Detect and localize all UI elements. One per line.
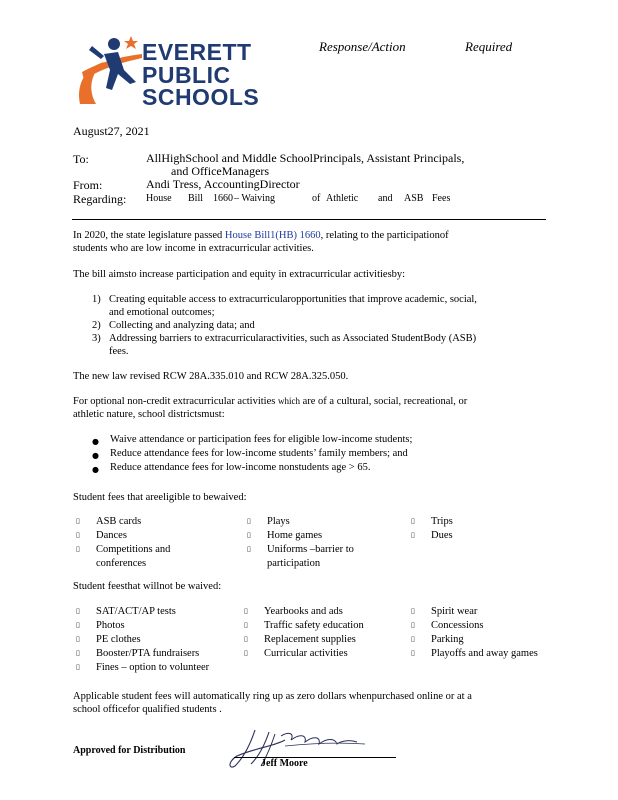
waived-heading: Student fees that areeligible to bewaived:	[73, 492, 247, 503]
regarding-word: of	[312, 193, 321, 204]
from-label: From:	[73, 178, 103, 192]
checkbox-icon: ▯	[247, 545, 251, 553]
list-item-text: Uniforms –barrier to	[267, 544, 354, 555]
bullet-dot-icon: ●	[92, 465, 99, 474]
optional-which: which	[277, 396, 300, 406]
item-text: Creating equitable access to extracurricularopportunities that improve academic, social,	[109, 294, 477, 305]
closing-paragraph	[73, 690, 553, 716]
optional-text-a: For optional non-credit extracurricular activities	[73, 396, 276, 407]
intro-text-line2: students who are low income in extracurricular activities.	[73, 243, 314, 254]
item-text: Addressing barriers to extracurricularactivities, such as Associated StudentBody (ASB)	[109, 333, 477, 344]
list-item-cont	[76, 557, 236, 571]
list-item-text: Fines – option to volunteer	[96, 662, 210, 673]
optional-text-b: are of a cultural, social, recreational, or	[299, 396, 468, 407]
list-item	[76, 529, 236, 543]
approval-label: Approved for Distribution	[73, 745, 186, 756]
bullet-text: Reduce attendance fees for low-income students’ family members; and	[110, 448, 408, 459]
checkbox-icon: ▯	[76, 545, 80, 553]
bullet-dot-icon: ●	[92, 451, 99, 460]
checkbox-icon: ▯	[247, 531, 251, 539]
response-action-label: Response/Action	[319, 39, 406, 54]
numbered-item	[92, 319, 552, 332]
runner-logo-icon	[74, 34, 144, 112]
item-text: Collecting and analyzing data; and	[109, 320, 255, 331]
checkbox-icon: ▯	[411, 649, 415, 657]
checkbox-icon: ▯	[411, 635, 415, 643]
numbered-item	[92, 293, 552, 319]
header-divider	[72, 219, 546, 220]
item-text-cont: and emotional outcomes;	[109, 307, 215, 318]
list-item-text: Curricular activities	[264, 648, 348, 659]
checkbox-icon: ▯	[76, 635, 80, 643]
regarding-word: Athletic	[326, 193, 359, 204]
optional-paragraph	[73, 395, 553, 421]
list-item-text: Photos	[96, 620, 125, 631]
waived-col-2	[247, 515, 407, 571]
waived-col-3	[411, 515, 551, 543]
list-item-text: Dues	[431, 530, 453, 541]
to-label: To:	[73, 152, 89, 166]
checkbox-icon: ▯	[244, 635, 248, 643]
required-label: Required	[465, 39, 513, 54]
checkbox-icon: ▯	[411, 607, 415, 615]
regarding-label: Regarding:	[73, 192, 127, 206]
list-item-text: Plays	[267, 516, 290, 527]
bullet-item	[92, 461, 552, 475]
regarding-word: 1660	[213, 193, 233, 204]
list-item	[411, 647, 561, 661]
list-item	[76, 633, 241, 647]
checkbox-icon: ▯	[244, 649, 248, 657]
list-item	[244, 647, 409, 661]
item-number: 2)	[92, 320, 101, 331]
list-item-text: conferences	[96, 558, 147, 569]
bullet-list	[92, 433, 552, 475]
list-item	[76, 605, 241, 619]
item-number: 3)	[92, 333, 101, 344]
closing-line-1: Applicable student fees will automatically ring up as zero dollars whenpurchased online or at a	[73, 691, 472, 702]
not-waived-col-3	[411, 605, 561, 661]
list-item-text: Spirit wear	[431, 606, 478, 617]
checkbox-icon: ▯	[76, 607, 80, 615]
list-item	[76, 543, 236, 557]
list-item	[411, 529, 551, 543]
list-item-text: Yearbooks and ads	[264, 606, 343, 617]
signature-line	[234, 757, 396, 758]
list-item	[411, 619, 561, 633]
list-item	[76, 661, 241, 675]
from-value: Andi Tress, AccountingDirector	[146, 177, 300, 191]
checkbox-icon: ▯	[76, 663, 80, 671]
checkbox-icon: ▯	[76, 649, 80, 657]
checkbox-icon: ▯	[244, 621, 248, 629]
list-item	[411, 515, 551, 529]
bullet-dot-icon: ●	[92, 437, 99, 446]
waived-col-1	[76, 515, 236, 571]
list-item-text: Trips	[431, 516, 453, 527]
checkbox-icon: ▯	[76, 517, 80, 525]
district-logo	[74, 34, 260, 112]
checkbox-icon: ▯	[411, 621, 415, 629]
list-item-text: Home games	[267, 530, 323, 541]
list-item	[411, 633, 561, 647]
intro-text-a: In 2020, the state legislature passed	[73, 230, 225, 241]
not-waived-heading: Student feesthat willnot be waived:	[73, 581, 222, 592]
regarding-word: – Waiving	[234, 193, 275, 204]
list-item-text: Replacement supplies	[264, 634, 356, 645]
to-value-line-1: AllHighSchool and Middle SchoolPrincipals, Assistant Principals,	[146, 151, 465, 165]
list-item-text: Traffic safety education	[264, 620, 364, 631]
item-number: 1)	[92, 294, 101, 305]
intro-paragraph	[73, 229, 553, 255]
regarding-word: ASB	[404, 193, 424, 204]
list-item-text: Booster/PTA fundraisers	[96, 648, 200, 659]
checkbox-icon: ▯	[411, 531, 415, 539]
list-item-text: Parking	[431, 634, 464, 645]
checkbox-icon: ▯	[244, 607, 248, 615]
logo-line-3: SCHOOLS	[142, 84, 260, 110]
list-item-text: Playoffs and away games	[431, 648, 538, 659]
checkbox-icon: ▯	[76, 531, 80, 539]
list-item	[247, 543, 407, 557]
signer-name: Jeff Moore	[261, 758, 308, 769]
list-item	[244, 605, 409, 619]
list-item-text: ASB cards	[96, 516, 142, 527]
list-item-text: Concessions	[431, 620, 484, 631]
checkbox-icon: ▯	[76, 621, 80, 629]
regarding-word: Bill	[188, 193, 204, 204]
regarding-word: and	[378, 193, 393, 204]
memo-date: August27, 2021	[73, 124, 150, 138]
list-item	[247, 515, 407, 529]
bullet-item	[92, 447, 552, 461]
law-paragraph: The new law revised RCW 28A.335.010 and RCW 28A.325.050.	[73, 371, 349, 382]
logo-line-2: PUBLIC	[142, 62, 231, 88]
list-item-text: Competitions and	[96, 544, 171, 555]
list-item	[76, 647, 241, 661]
list-item-cont	[247, 557, 407, 571]
regarding-word: Fees	[432, 193, 451, 204]
bullet-text: Reduce attendance fees for low-income nonstudents age > 65.	[110, 462, 371, 473]
house-bill-link[interactable]: House Bill1(HB) 1660	[224, 230, 321, 241]
logo-line-1: EVERETT	[142, 39, 252, 65]
list-item-text: PE clothes	[96, 634, 141, 645]
regarding-word: House	[146, 193, 172, 204]
list-item	[244, 633, 409, 647]
checkbox-icon: ▯	[247, 517, 251, 525]
list-item	[247, 529, 407, 543]
numbered-list	[92, 293, 552, 358]
item-text-cont: fees.	[109, 346, 129, 357]
list-item-text: SAT/ACT/AP tests	[96, 606, 176, 617]
aims-paragraph: The bill aimsto increase participation and equity in extracurricular activitiesby:	[73, 269, 406, 280]
to-value-line-2: and OfficeManagers	[171, 164, 270, 178]
list-item	[76, 619, 241, 633]
list-item	[411, 605, 561, 619]
intro-text-b: , relating to the participationof	[320, 230, 449, 241]
checkbox-icon: ▯	[411, 517, 415, 525]
optional-text-line2: athletic nature, school districtsmust:	[73, 409, 225, 420]
list-item-text: Dances	[96, 530, 127, 541]
list-item	[244, 619, 409, 633]
closing-line-2: school officefor qualified students .	[73, 704, 222, 715]
numbered-item	[92, 332, 552, 358]
list-item	[76, 515, 236, 529]
not-waived-col-1	[76, 605, 241, 675]
bullet-item	[92, 433, 552, 447]
not-waived-col-2	[244, 605, 409, 661]
list-item-text: participation	[267, 558, 321, 569]
bullet-text: Waive attendance or participation fees for eligible low-income students;	[110, 434, 413, 445]
